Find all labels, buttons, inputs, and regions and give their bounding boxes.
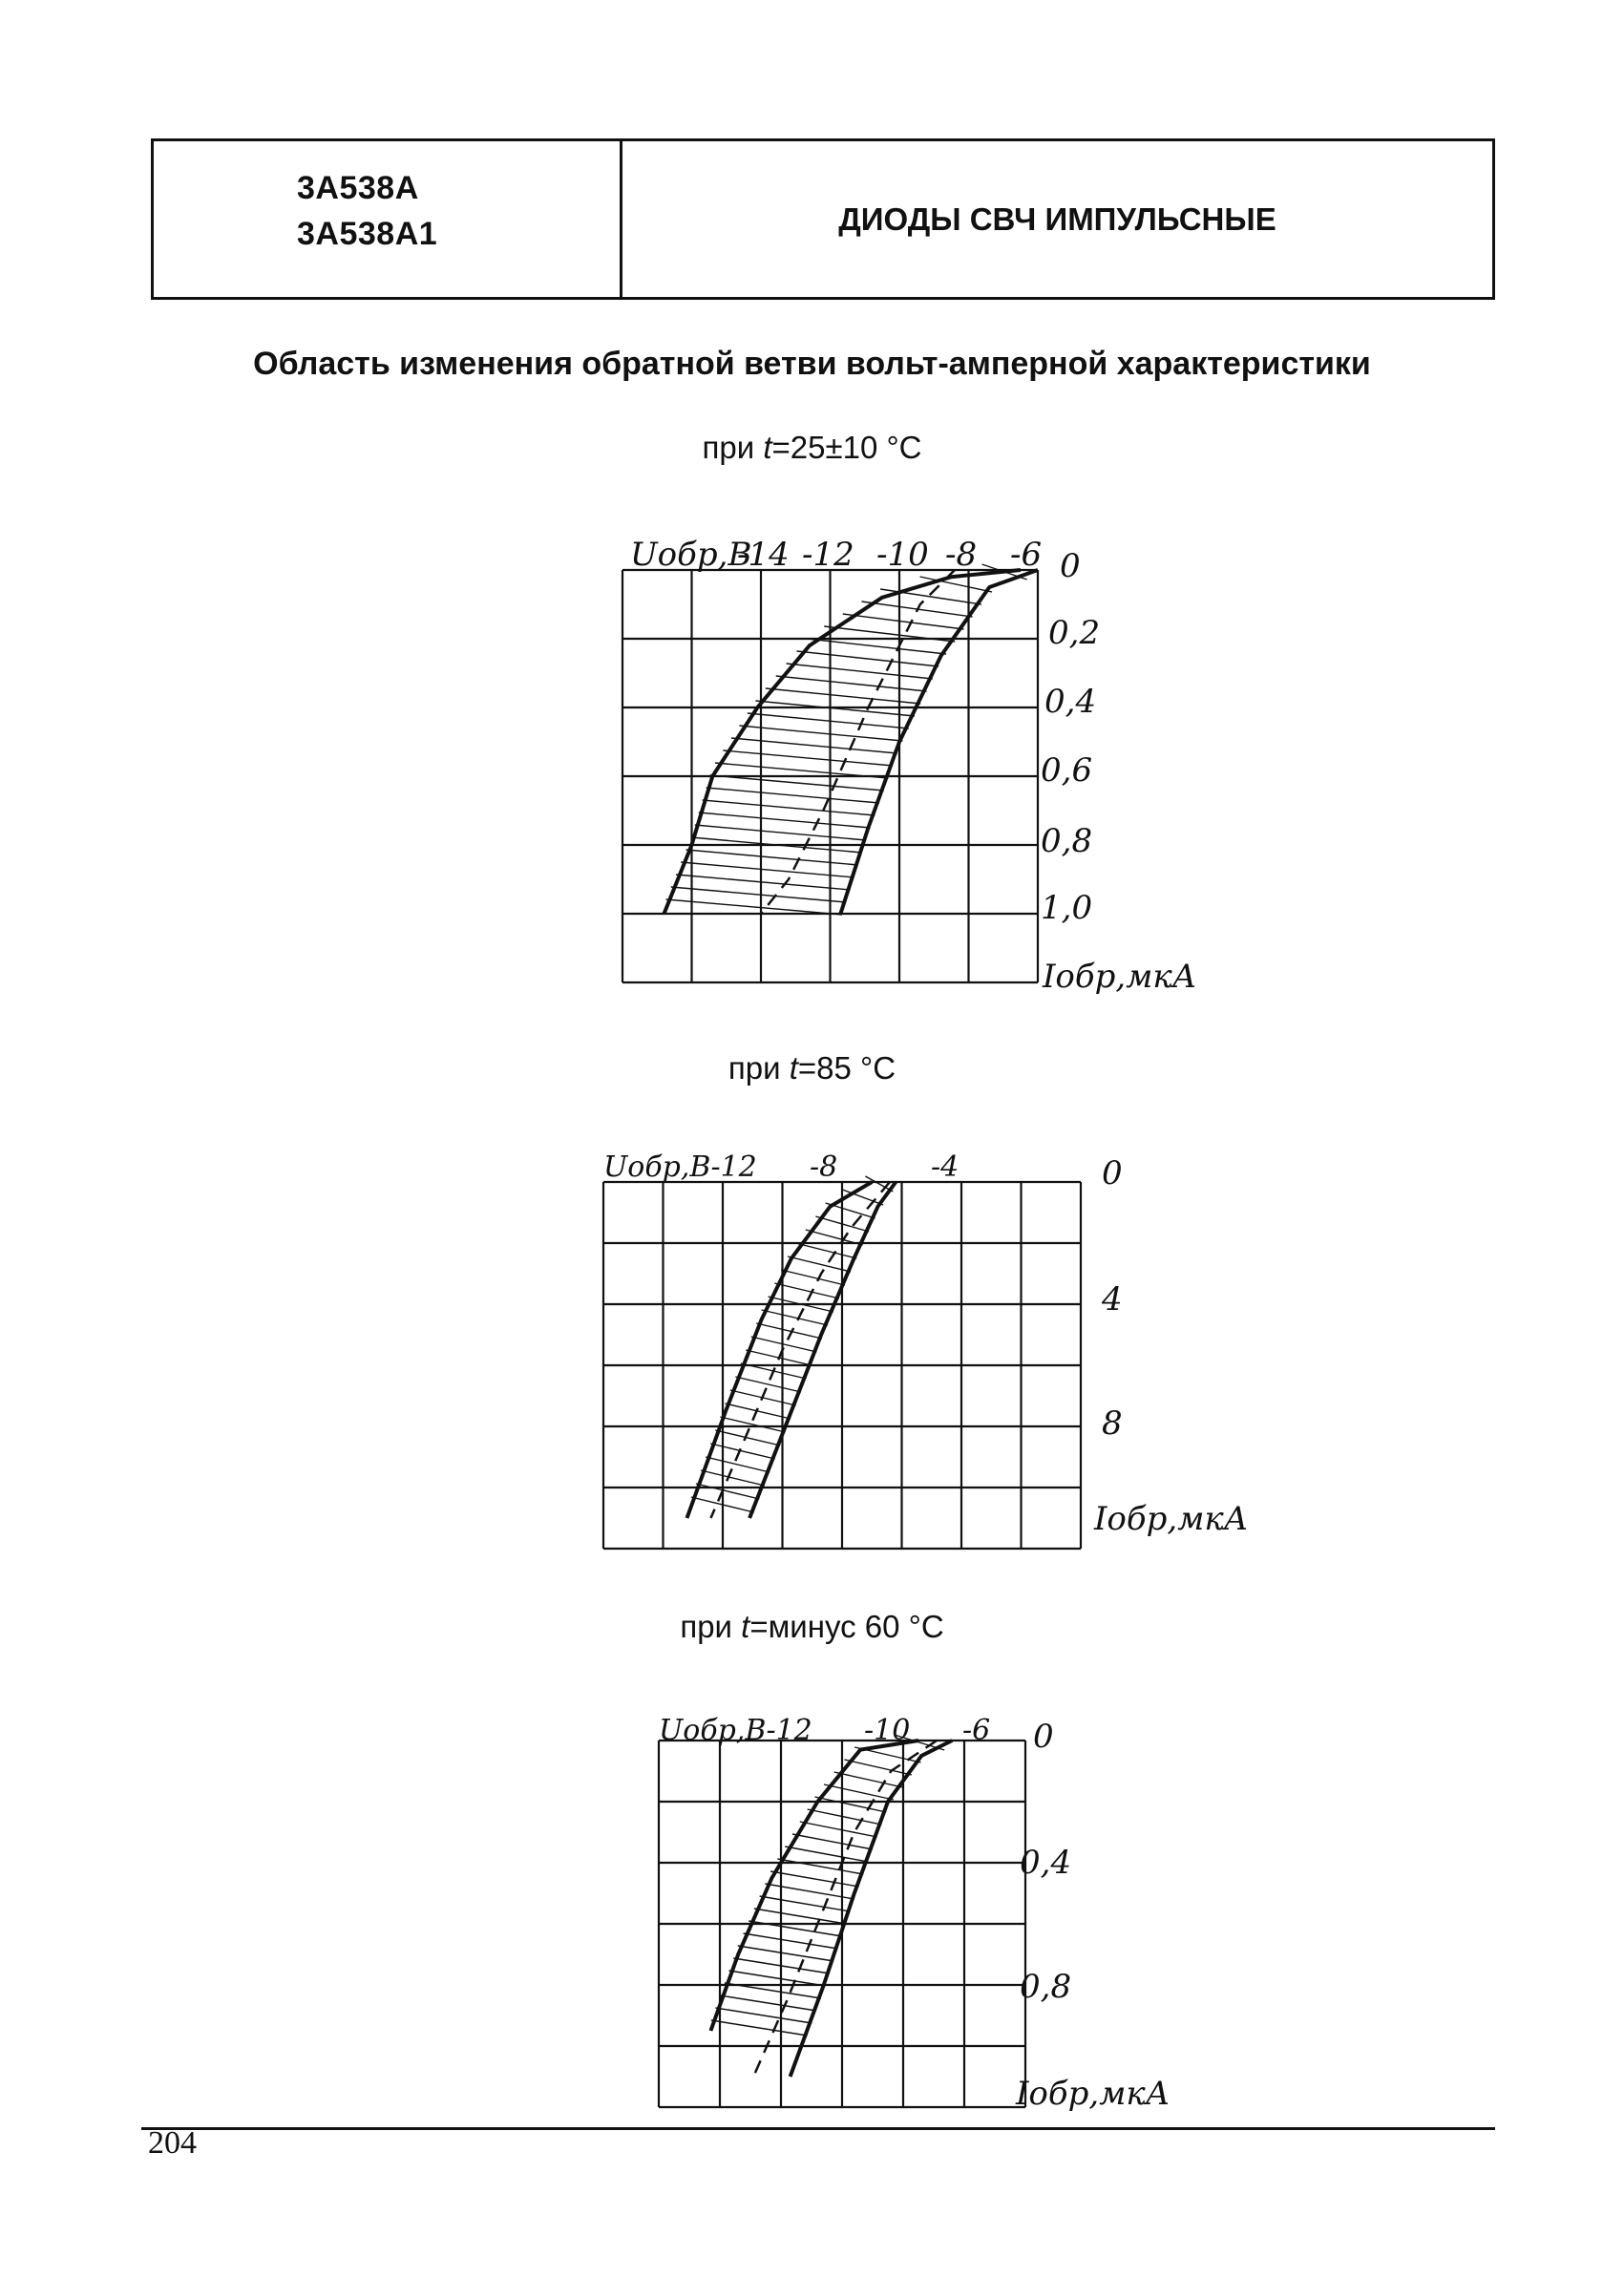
hatch-line	[787, 664, 933, 679]
x-tick-label: -8	[810, 1150, 838, 1184]
curve-lower-boundary	[791, 1741, 953, 2077]
x-tick-label: -6	[1010, 536, 1043, 574]
caption-prefix: при	[680, 1609, 742, 1644]
hatch-line	[760, 1896, 851, 1911]
hatch-line	[706, 1457, 770, 1472]
hatch-line	[800, 1822, 877, 1837]
caption-prefix: при	[728, 1050, 790, 1086]
hatch-line	[765, 1884, 854, 1899]
hatch-line	[720, 1995, 816, 2011]
y-axis-label: Iобр,мкА	[1016, 2075, 1171, 2113]
x-tick-label: -14	[737, 536, 790, 574]
hatch-line	[814, 1797, 886, 1812]
hatch-line	[770, 1871, 859, 1887]
y-zero-label: 0	[1033, 1718, 1054, 1756]
y-tick-label: 0,4	[1020, 1844, 1072, 1882]
chart-2	[603, 1150, 1248, 1549]
caption-suffix: =85 °C	[797, 1050, 896, 1086]
hatch-line	[781, 1270, 845, 1285]
hatch-line	[681, 862, 854, 877]
y-zero-label: 0	[1060, 547, 1081, 585]
caption-variable: t	[789, 1050, 798, 1086]
hatch-line	[710, 1444, 775, 1459]
footer-rule	[141, 2127, 1495, 2130]
curve-upper-boundary	[687, 1182, 873, 1518]
hatch-line	[880, 589, 981, 604]
caption-prefix: при	[702, 430, 764, 465]
x-axis-label: Uобр,В-12	[603, 1150, 757, 1184]
hatch-line	[843, 614, 964, 629]
chart-3	[659, 1714, 1170, 2113]
chart-1	[622, 536, 1196, 996]
y-tick-label: 0,4	[1044, 683, 1097, 721]
x-tick-label: -8	[945, 536, 978, 574]
hatch-line	[785, 1846, 868, 1862]
hatch-line	[710, 775, 884, 791]
hatch-line	[774, 1283, 839, 1298]
x-tick-label: -6	[962, 1714, 991, 1747]
hatch-line	[695, 825, 866, 840]
hatch-line	[797, 651, 939, 666]
hatch-line	[834, 1772, 903, 1787]
hatch-line	[671, 887, 846, 902]
hatch-line	[739, 726, 902, 741]
x-tick-label: -10	[876, 536, 929, 574]
hatch-line	[744, 1933, 838, 1949]
hatch-line	[738, 1946, 833, 1961]
x-tick-label: -12	[802, 536, 854, 574]
hatch-line	[686, 850, 858, 865]
caption-variable: t	[763, 430, 772, 465]
hatch-line	[711, 2020, 808, 2036]
y-tick-label: 0,8	[1041, 822, 1093, 860]
model-number-2: 3А538А1	[297, 216, 438, 252]
y-tick-label: 0,6	[1041, 751, 1093, 790]
hatch-line	[699, 812, 871, 828]
hatch-line	[792, 1834, 873, 1849]
header-title: ДИОДЫ СВЧ ИМПУЛЬСНЫЕ	[838, 200, 1276, 237]
hatch-line	[777, 1859, 863, 1874]
hatch-line	[735, 1377, 801, 1392]
y-axis-label: Iобр,мкА	[1094, 1500, 1249, 1538]
y-tick-label: 0,2	[1048, 614, 1101, 652]
hatch-line	[824, 1784, 894, 1800]
curve-typical	[711, 1182, 891, 1518]
caption-suffix: =минус 60 °C	[749, 1609, 944, 1644]
y-zero-label: 0	[1102, 1154, 1123, 1192]
hatch-line	[807, 639, 946, 654]
page-number: 204	[148, 2125, 197, 2161]
hatch-line	[696, 1484, 759, 1499]
caption-variable: t	[741, 1609, 750, 1644]
hatch-line	[703, 800, 875, 815]
x-axis-label: Uобр,В	[630, 536, 752, 574]
hatch-line	[844, 1760, 912, 1775]
hatch-line	[748, 713, 909, 728]
x-axis-label: Uобр,В-12	[659, 1714, 812, 1747]
hatch-line	[707, 788, 879, 803]
hatch-line	[723, 750, 893, 766]
hatch-line	[701, 1470, 765, 1486]
section-title: Область изменения обратной ветви вольт-амперной характеристики	[253, 346, 1371, 382]
y-tick-label: 1,0	[1041, 889, 1093, 927]
hatch-line	[731, 738, 897, 753]
x-tick-label: -4	[931, 1150, 960, 1184]
hatch-line	[776, 676, 927, 691]
hatch-line	[808, 1809, 882, 1825]
y-tick-label: 4	[1102, 1280, 1123, 1319]
hatch-line	[715, 2008, 812, 2023]
model-number-1: 3А538А	[297, 170, 419, 206]
y-axis-label: Iобр,мкА	[1043, 958, 1197, 996]
hatch-line	[754, 1909, 846, 1924]
hatch-line	[676, 875, 850, 890]
y-tick-label: 8	[1102, 1404, 1123, 1443]
hatch-line	[762, 1310, 828, 1325]
hatch-line	[795, 1243, 856, 1258]
hatch-line	[766, 688, 920, 704]
curve-lower-boundary	[749, 1182, 896, 1518]
curve-lower-boundary	[840, 570, 1038, 914]
hatch-line	[729, 1971, 826, 1986]
caption-suffix: =25±10 °C	[771, 430, 922, 465]
y-tick-label: 0,8	[1020, 1968, 1072, 2006]
x-tick-label: -10	[864, 1714, 911, 1747]
